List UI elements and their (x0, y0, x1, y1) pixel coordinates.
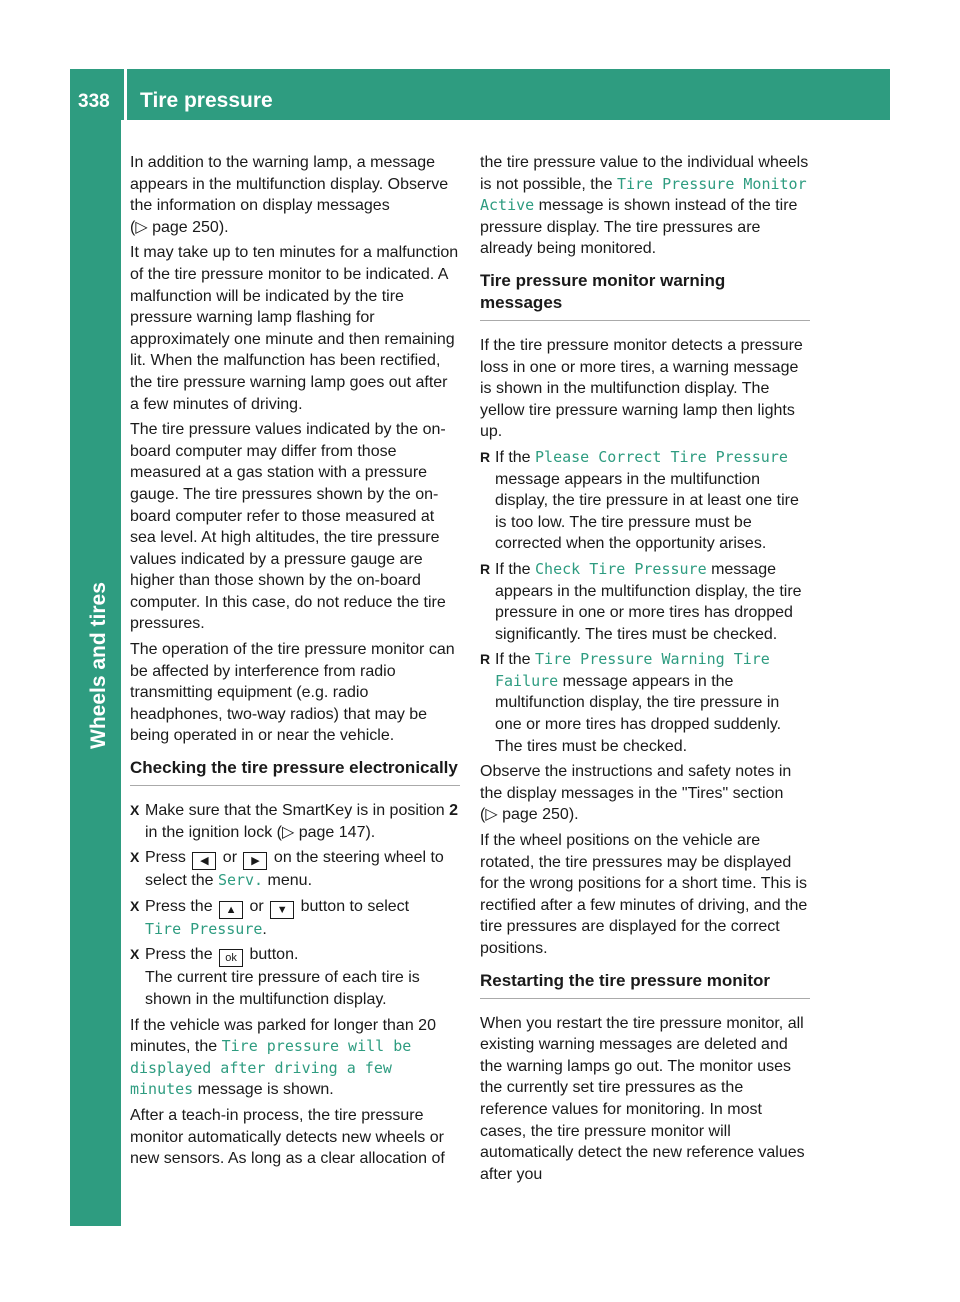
right-column (480, 152, 810, 1189)
right-key-icon: ▶ (243, 852, 267, 870)
text: Press the (145, 897, 218, 915)
step-press-arrows (130, 847, 460, 892)
text: If the (495, 651, 536, 669)
x-bullet-icon: X (130, 897, 140, 914)
x-bullet-icon: X (130, 849, 140, 866)
heading-warning-messages: Tire pressure monitor warning messages (480, 270, 810, 321)
display-text: Tire pressure will be displayed after driving a few minutes (130, 1037, 412, 1099)
text: ( (480, 806, 486, 824)
paragraph-warning-message (130, 152, 460, 238)
text: menu. (263, 872, 313, 890)
text: . (262, 920, 267, 938)
paragraph-monitor-active (480, 152, 810, 260)
display-text: Tire Pressure Monitor Active (480, 174, 807, 215)
x-bullet-icon: X (130, 946, 140, 963)
ok-key-icon: ok (219, 949, 243, 967)
text: on the steering wheel to select the (145, 849, 444, 890)
left-column (130, 152, 460, 1174)
text: If the (495, 448, 536, 466)
arrow-icon: ▷ (135, 218, 148, 236)
arrow-icon: ▷ (485, 806, 498, 824)
paragraph-restart: When you restart the tire pressure monitor, all existing warning messages are deleted and the warning lamps go out. The monitor uses the currently set tire pressures as the reference values for monitoring. In most cases, the tire pressure monitor will automatically detect the new reference values after you (480, 1014, 805, 1183)
text: In addition to the warning lamp, a message appears in the multifunction display. Observe the information on display messages (130, 154, 449, 215)
page-reference-link[interactable]: page 250). (497, 806, 579, 824)
r-bullet-icon: R (480, 448, 491, 465)
text: or (218, 849, 242, 867)
display-text: Tire Pressure (145, 919, 263, 938)
text: or (245, 897, 269, 915)
paragraph-interference: The operation of the tire pressure monitor can be affected by interference from radio transmitting equipment (e.g. radio headphones, two-way radios) that may be being operated in or near the vehicle. (130, 641, 455, 745)
page-reference-link[interactable]: page 250). (147, 218, 229, 236)
heading-checking: Checking the tire pressure electronically (130, 757, 460, 786)
paragraph-malfunction: It may take up to ten minutes for a malfunction of the tire pressure monitor to be indicated. A malfunction will be indicated by the tire pressure warning lamp flashing for approximately one minute and then remaining lit. When the malfunction has been rectified, the tire pressure warning lamp goes out after a few minutes of driving. (130, 244, 459, 413)
text: button to select (296, 897, 410, 915)
page-reference-link[interactable]: page 147). (294, 823, 376, 841)
text: message appears in the multifunction display, the tire pressure in one or more tires has dropped significantly. The tires must be checked. (495, 560, 802, 643)
text: Make sure that the SmartKey is in position (145, 802, 450, 820)
text: message is shown. (193, 1081, 334, 1099)
display-text: Tire Pressure Warning Tire Failure (495, 650, 770, 690)
bullet-please-correct (480, 447, 810, 555)
text: The current tire pressure of each tire is shown in the multifunction display. (145, 969, 420, 1008)
text: If the vehicle was parked for longer than 20 minutes, the (130, 1016, 436, 1056)
paragraph-parked (130, 1015, 460, 1101)
text: message appears in the multifunction display, the tire pressure in at least one tire is too low. The tire pressure must be corrected when the opportunity arises. (495, 470, 799, 553)
bullet-tire-failure (480, 649, 810, 757)
bullet-check-pressure (480, 559, 810, 645)
display-text: Please Correct Tire Pressure (535, 447, 788, 466)
section-title: Tire pressure (140, 89, 273, 112)
step-press-ok (130, 944, 460, 1010)
heading-restart: Restarting the tire pressure monitor (480, 970, 810, 999)
paragraph-observe (480, 761, 810, 826)
r-bullet-icon: R (480, 651, 491, 668)
r-bullet-icon: R (480, 560, 491, 577)
text: message is shown instead of the tire pressure display. The tire pressures are already being monitored. (480, 197, 798, 258)
position-number: 2 (449, 802, 459, 820)
display-text: Serv. (217, 871, 264, 890)
step-select-pressure (130, 896, 460, 941)
down-key-icon: ▼ (270, 901, 294, 919)
x-bullet-icon: X (130, 802, 140, 819)
text: Press the (145, 946, 218, 964)
arrow-icon: ▷ (281, 823, 295, 841)
paragraph-rotation: If the wheel positions on the vehicle are rotated, the tire pressures may be displayed for the wrong positions for a short time. This is rectified after a few minutes of driving, and the tire pressures are displayed for the correct positions. (480, 832, 808, 957)
text: message appears in the multifunction display, the tire pressure in one or more tires has dropped suddenly. The tires must be checked. (495, 672, 782, 755)
text: ( (130, 218, 136, 236)
paragraph-pressure-values: The tire pressure values indicated by the on-board computer may differ from those measured at a gas station with a pressure gauge. The tire pressures shown by the on-board computer refer to those measured at sea level. At high altitudes, the tire pressure values indicated by a pressure gauge are higher than those shown by the on-board computer. In this case, do not reduce the tire pressures. (130, 421, 446, 633)
up-key-icon: ▲ (219, 901, 243, 919)
text: Observe the instructions and safety notes in the display messages in the "Tires" section (480, 763, 792, 802)
display-text: Check Tire Pressure (535, 559, 707, 578)
text: If the (495, 560, 536, 578)
left-key-icon: ◀ (192, 852, 216, 870)
text: Press (145, 849, 191, 867)
paragraph-teach-in: After a teach-in process, the tire pressure monitor automatically detects new wheels or new sensors. As long as a clear allocation of (130, 1106, 445, 1168)
page-number: 338 (78, 91, 110, 112)
step-smartkey (130, 800, 460, 843)
side-tab-label: Wheels and tires (87, 582, 110, 749)
paragraph-pressure-loss: If the tire pressure monitor detects a pressure loss in one or more tires, a warning message is shown in the multifunction display. The yellow tire pressure warning lamp then lights up. (480, 336, 803, 441)
text: button. (245, 946, 299, 964)
text: the tire pressure value to the individual wheels is not possible, the (480, 154, 809, 193)
text: in the ignition lock ( (145, 823, 282, 841)
header-divider (124, 69, 127, 120)
